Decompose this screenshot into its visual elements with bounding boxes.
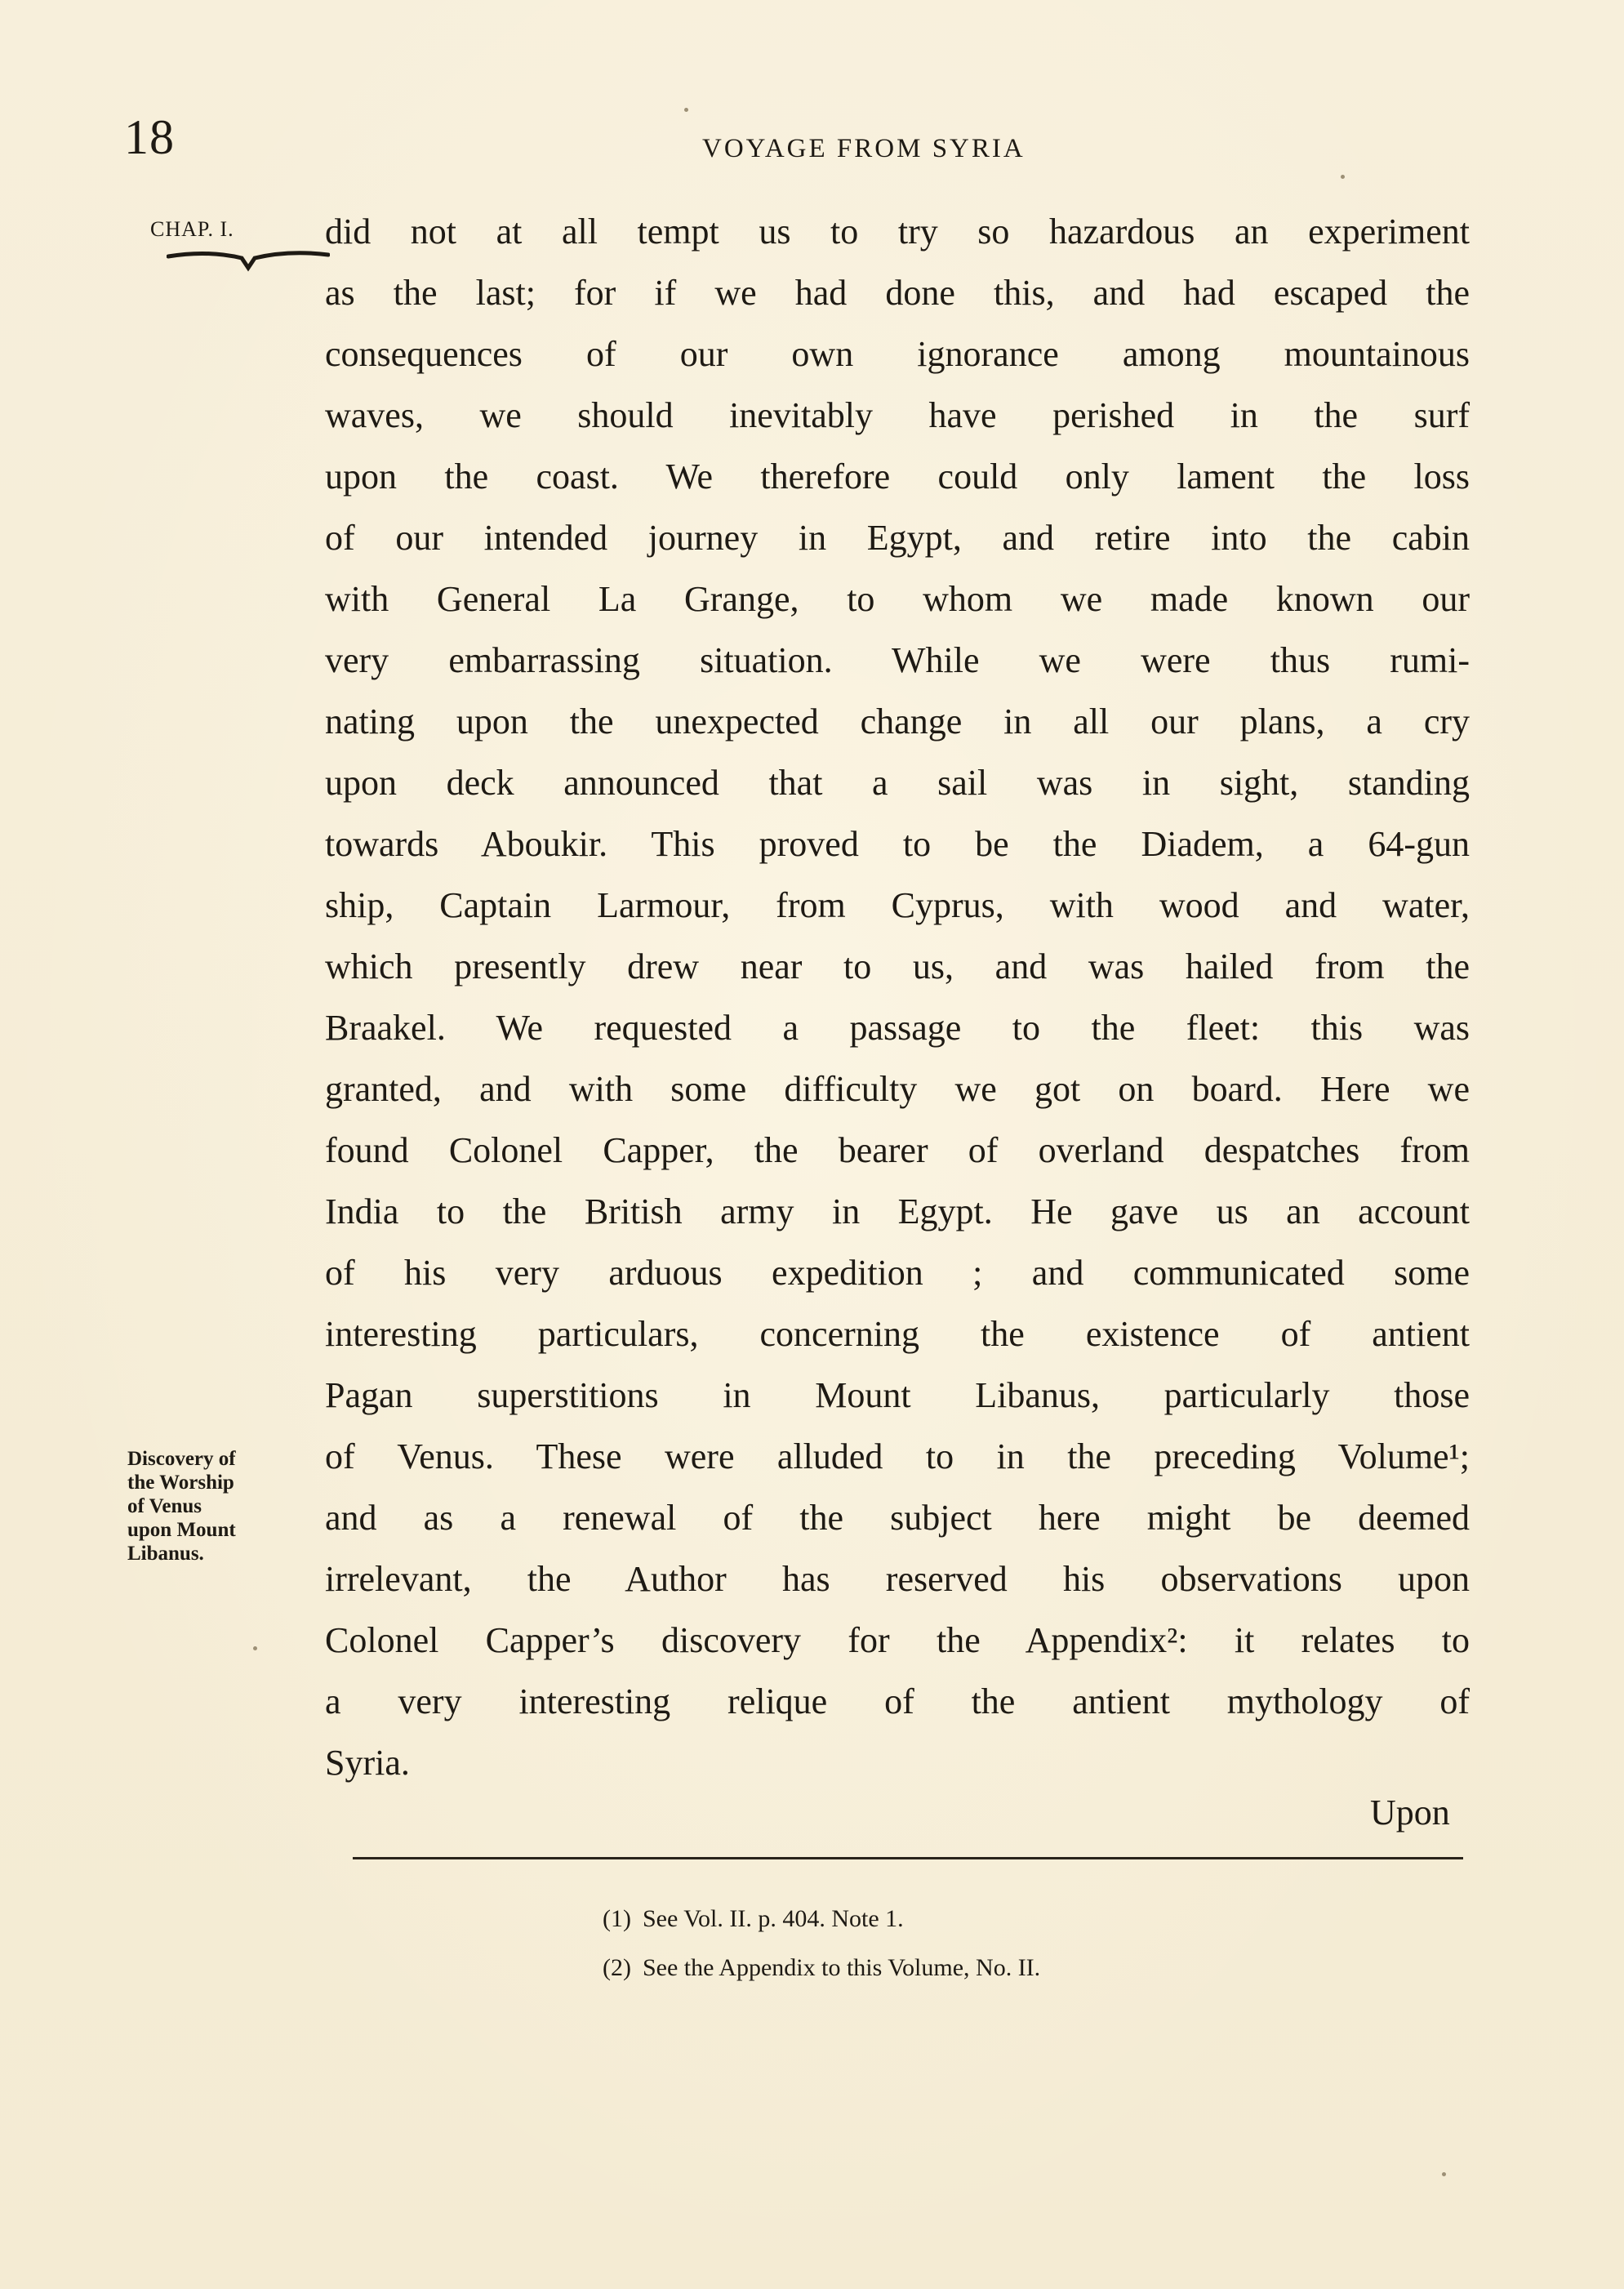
side-note-line: the Worship: [127, 1472, 234, 1494]
catchword: Upon: [1370, 1792, 1450, 1833]
text-line: India to the British army in Egypt. He gave us an account: [325, 1191, 1470, 1231]
footnote-mark: (2): [603, 1954, 631, 1981]
text-line: did not at all tempt us to try so hazardous an experiment: [325, 212, 1470, 252]
footnote: [603, 1903, 904, 1935]
text-line: upon the coast. We therefore could only lament the loss: [325, 456, 1470, 497]
text-line: nating upon the unexpected change in all our plans, a cry: [325, 701, 1470, 741]
body-text: [325, 207, 1470, 1800]
paper-speck: [253, 1646, 257, 1650]
chapter-label: CHAP. I.: [150, 217, 234, 241]
side-note-line: upon Mount: [127, 1519, 236, 1541]
text-line: granted, and with some difficulty we got on board. Here we: [325, 1069, 1470, 1109]
text-line: irrelevant, the Author has reserved his observations upon: [325, 1559, 1470, 1599]
text-line: interesting particulars, concerning the existence of antient: [325, 1314, 1470, 1354]
text-line: found Colonel Capper, the bearer of overland despatches from: [325, 1130, 1470, 1170]
footnote: [603, 1952, 1040, 1984]
side-note-line: Libanus.: [127, 1543, 204, 1565]
side-note-line: of Venus: [127, 1495, 202, 1517]
text-line: very embarrassing situation. While we were thus rumi-: [325, 640, 1470, 680]
side-note-line: Discovery of: [127, 1448, 236, 1470]
running-title: VOYAGE FROM SYRIA: [702, 134, 1026, 163]
text-line: of his very arduous expedition ; and communicated some: [325, 1253, 1470, 1293]
text-line: Syria.: [325, 1743, 410, 1783]
footnote-text: See the Appendix to this Volume, No. II.: [642, 1954, 1041, 1981]
text-line: ship, Captain Larmour, from Cyprus, with wood and water,: [325, 885, 1470, 925]
paper-speck: [1442, 2172, 1446, 2176]
footnote-rule: [353, 1857, 1463, 1859]
paper-speck: [684, 108, 688, 112]
text-line: towards Aboukir. This proved to be the Diadem, a 64-gun: [325, 824, 1470, 864]
text-line: of Venus. These were alluded to in the preceding Volume¹;: [325, 1436, 1470, 1476]
text-line: which presently drew near to us, and was hailed from the: [325, 946, 1470, 986]
text-line: of our intended journey in Egypt, and retire into the cabin: [325, 518, 1470, 558]
text-line: consequences of our own ignorance among mountainous: [325, 334, 1470, 374]
text-line: upon deck announced that a sail was in sight, standing: [325, 763, 1470, 803]
text-line: as the last; for if we had done this, and had escaped the: [325, 273, 1470, 313]
text-line: Pagan superstitions in Mount Libanus, particularly those: [325, 1375, 1470, 1415]
marginal-side-note: [127, 1447, 291, 1565]
chapter-brace-ornament: [167, 248, 330, 276]
page-number: 18: [124, 110, 175, 164]
text-line: Braakel. We requested a passage to the fleet: this was: [325, 1008, 1470, 1048]
text-line: a very interesting relique of the antient mythology of: [325, 1681, 1470, 1721]
text-line: and as a renewal of the subject here might be deemed: [325, 1498, 1470, 1538]
text-line: with General La Grange, to whom we made known our: [325, 579, 1470, 619]
text-line: waves, we should inevitably have perished in the surf: [325, 395, 1470, 435]
text-line: Colonel Capper’s discovery for the Appendix²: it relates to: [325, 1620, 1470, 1660]
footnote-text: See Vol. II. p. 404. Note 1.: [642, 1905, 904, 1932]
paper-speck: [1341, 175, 1345, 179]
footnote-mark: (1): [603, 1905, 631, 1932]
